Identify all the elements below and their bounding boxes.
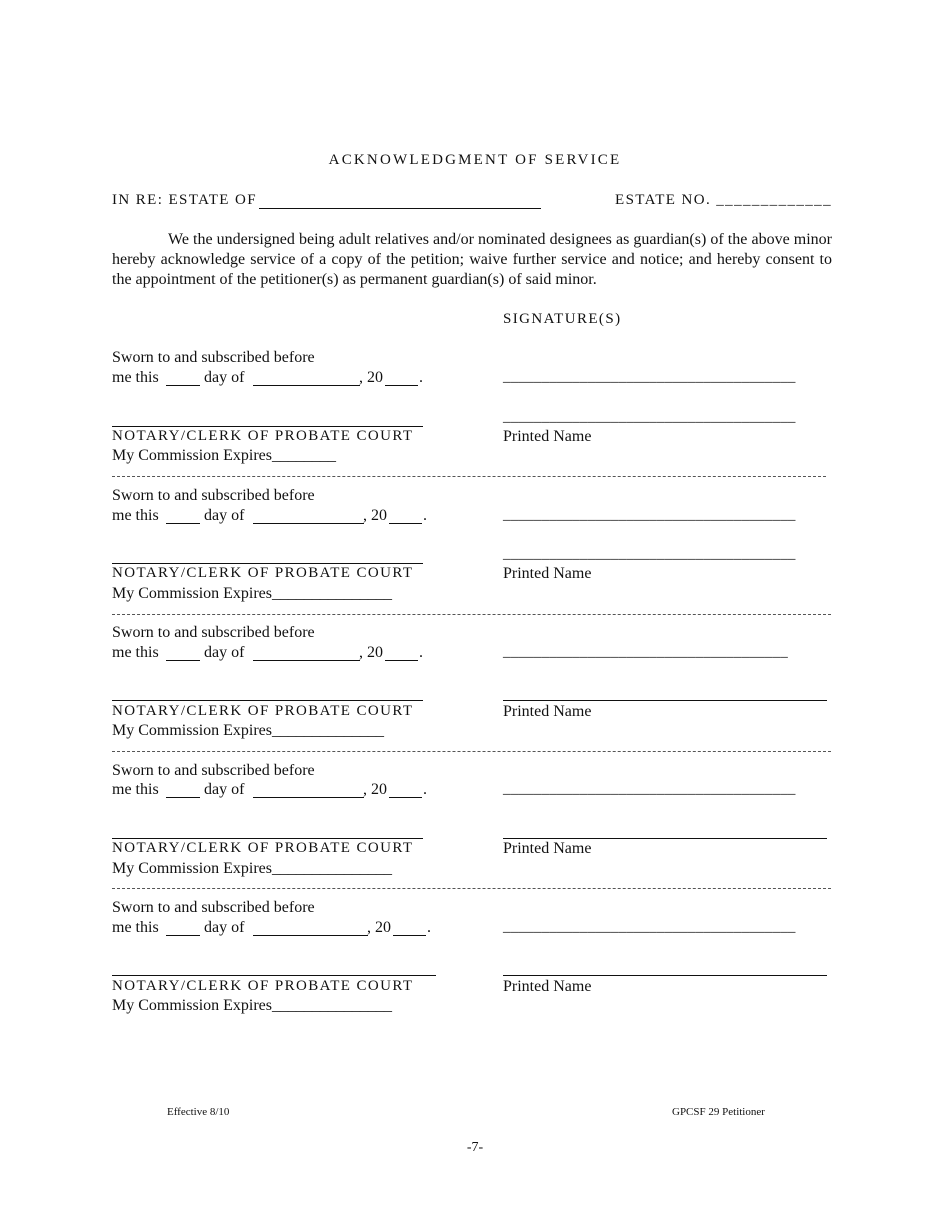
- month-field[interactable]: [253, 660, 360, 661]
- month-field[interactable]: [253, 523, 364, 524]
- year-prefix: , 20: [363, 781, 387, 798]
- commission-expires-field[interactable]: My Commission Expires_______________: [112, 860, 393, 877]
- printed-name-line[interactable]: ______________________________________: [503, 546, 796, 562]
- section-divider: [112, 476, 826, 477]
- me-this-label: me this: [112, 781, 159, 798]
- printed-name-label: Printed Name: [503, 840, 592, 857]
- period: .: [423, 507, 427, 524]
- section-divider: [112, 888, 831, 889]
- estate-no-field[interactable]: ESTATE NO. _____________: [615, 192, 832, 208]
- period: .: [419, 369, 423, 386]
- year-field[interactable]: [393, 935, 426, 936]
- estate-of-label: IN RE: ESTATE OF: [112, 192, 257, 208]
- printed-name-line[interactable]: [503, 838, 827, 839]
- period: .: [423, 781, 427, 798]
- commission-expires-field[interactable]: My Commission Expires_______________: [112, 585, 393, 602]
- day-field[interactable]: [166, 385, 200, 386]
- year-field[interactable]: [389, 523, 422, 524]
- day-field[interactable]: [166, 935, 200, 936]
- year-field[interactable]: [385, 385, 418, 386]
- signature-line[interactable]: ______________________________________: [503, 507, 796, 523]
- notary-label: NOTARY/CLERK OF PROBATE COURT: [112, 703, 414, 719]
- printed-name-line[interactable]: [503, 975, 827, 976]
- day-field[interactable]: [166, 523, 200, 524]
- section-divider: [112, 614, 831, 615]
- form-id: GPCSF 29 Petitioner: [672, 1106, 765, 1118]
- day-of-label: day of: [204, 644, 245, 661]
- year-field[interactable]: [385, 660, 418, 661]
- day-of-label: day of: [204, 507, 245, 524]
- commission-expires-field[interactable]: My Commission Expires______________: [112, 722, 385, 739]
- printed-name-label: Printed Name: [503, 703, 592, 720]
- printed-name-label: Printed Name: [503, 978, 592, 995]
- notary-label: NOTARY/CLERK OF PROBATE COURT: [112, 428, 414, 444]
- me-this-label: me this: [112, 369, 159, 386]
- consent-paragraph: We the undersigned being adult relatives and/or nominated designees as guardian(s) of the above minor hereby acknowledge service of a copy of the petition; waive further service and notice; and hereby consent to the appointment of the petitioner(s) as permanent guardian(s) of said minor.: [112, 231, 832, 288]
- period: .: [419, 644, 423, 661]
- day-of-label: day of: [204, 781, 245, 798]
- printed-name-line[interactable]: [503, 700, 827, 701]
- sworn-text: Sworn to and subscribed before: [112, 899, 315, 916]
- notary-label: NOTARY/CLERK OF PROBATE COURT: [112, 840, 414, 856]
- notary-signature-line[interactable]: [112, 426, 423, 427]
- signature-line[interactable]: _____________________________________: [503, 644, 788, 660]
- estate-name-field[interactable]: [259, 208, 541, 209]
- sworn-text: Sworn to and subscribed before: [112, 349, 315, 366]
- notary-signature-line[interactable]: [112, 838, 423, 839]
- section-divider: [112, 751, 831, 752]
- notary-signature-line[interactable]: [112, 700, 423, 701]
- sworn-text: Sworn to and subscribed before: [112, 624, 315, 641]
- month-field[interactable]: [253, 797, 364, 798]
- sworn-text: Sworn to and subscribed before: [112, 762, 315, 779]
- notary-label: NOTARY/CLERK OF PROBATE COURT: [112, 978, 414, 994]
- sworn-text: Sworn to and subscribed before: [112, 487, 315, 504]
- effective-date: Effective 8/10: [167, 1106, 230, 1118]
- signatures-heading: SIGNATURE(S): [503, 311, 622, 327]
- year-prefix: , 20: [367, 919, 391, 936]
- day-field[interactable]: [166, 660, 200, 661]
- month-field[interactable]: [253, 935, 368, 936]
- printed-name-label: Printed Name: [503, 428, 592, 445]
- period: .: [427, 919, 431, 936]
- signature-line[interactable]: ______________________________________: [503, 781, 796, 797]
- year-prefix: , 20: [359, 369, 383, 386]
- commission-expires-field[interactable]: My Commission Expires_______________: [112, 997, 393, 1014]
- signature-line[interactable]: ______________________________________: [503, 369, 796, 385]
- notary-signature-line[interactable]: [112, 975, 436, 976]
- day-field[interactable]: [166, 797, 200, 798]
- year-field[interactable]: [389, 797, 422, 798]
- page-number: -7-: [466, 1140, 484, 1155]
- page-title: ACKNOWLEDGMENT OF SERVICE: [328, 152, 622, 168]
- signature-line[interactable]: ______________________________________: [503, 919, 796, 935]
- day-of-label: day of: [204, 369, 245, 386]
- year-prefix: , 20: [363, 507, 387, 524]
- day-of-label: day of: [204, 919, 245, 936]
- me-this-label: me this: [112, 644, 159, 661]
- commission-expires-field[interactable]: My Commission Expires________: [112, 447, 337, 464]
- notary-label: NOTARY/CLERK OF PROBATE COURT: [112, 565, 414, 581]
- me-this-label: me this: [112, 507, 159, 524]
- notary-signature-line[interactable]: [112, 563, 423, 564]
- year-prefix: , 20: [359, 644, 383, 661]
- month-field[interactable]: [253, 385, 360, 386]
- printed-name-label: Printed Name: [503, 565, 592, 582]
- printed-name-line[interactable]: ______________________________________: [503, 409, 796, 425]
- me-this-label: me this: [112, 919, 159, 936]
